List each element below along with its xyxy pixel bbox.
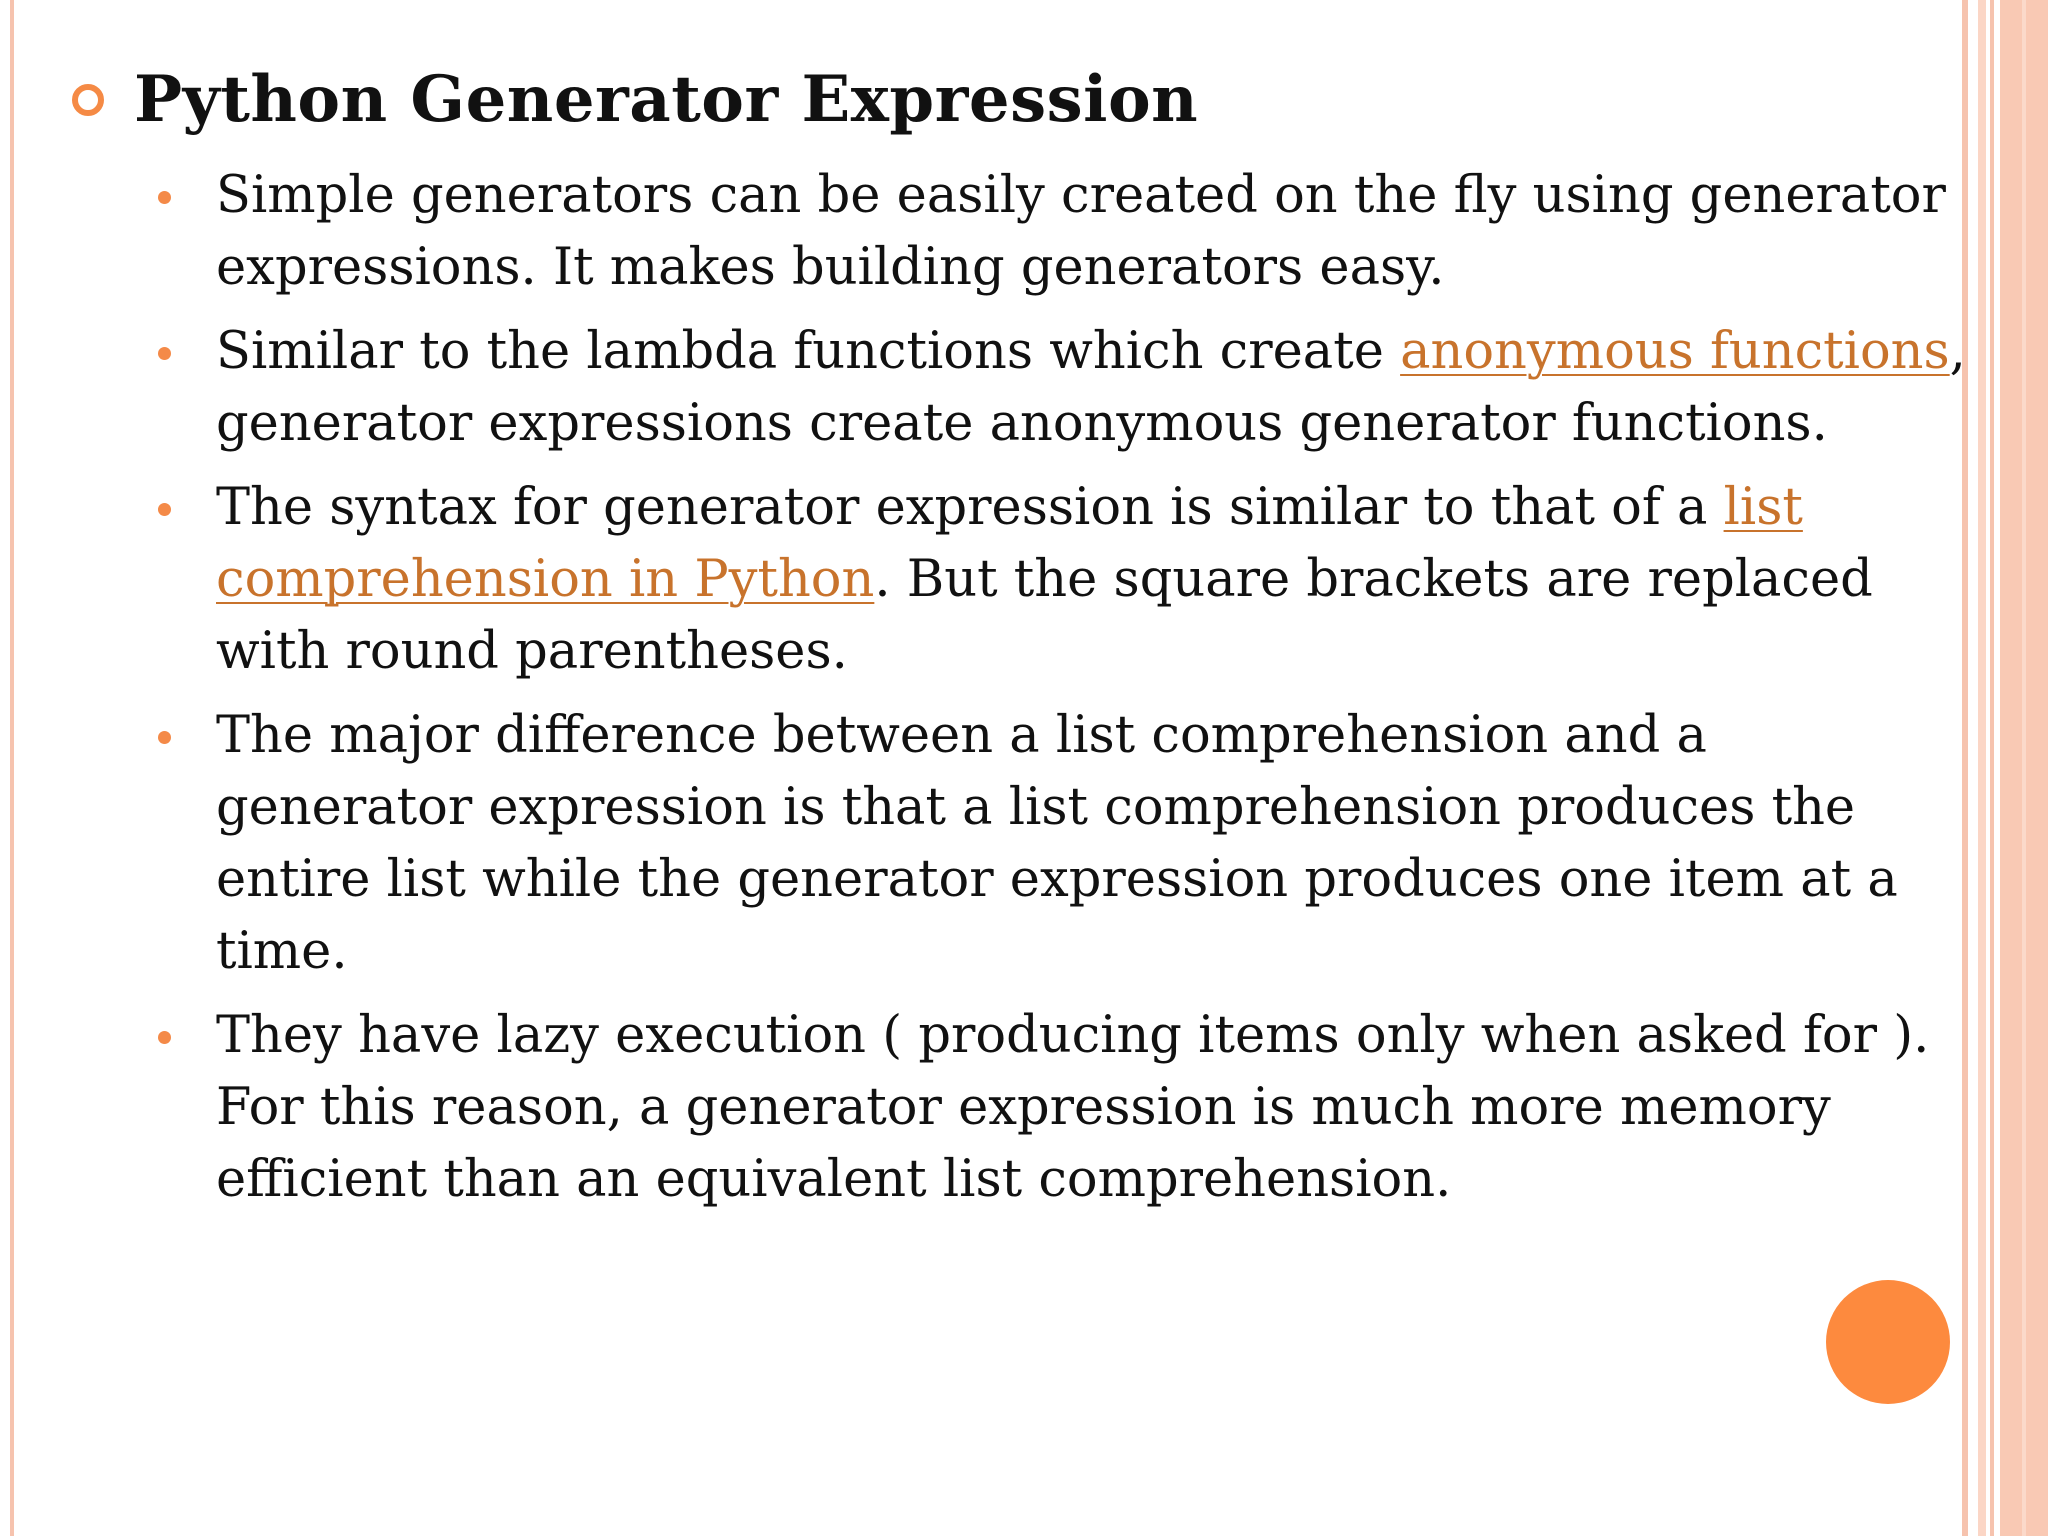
- title-row: [72, 62, 1198, 137]
- bullet-item: [156, 1000, 1976, 1216]
- bullet-item: [156, 160, 1976, 304]
- ring-bullet-icon: [72, 84, 104, 116]
- bullet-dot-icon: [158, 731, 171, 744]
- bullet-dot-icon: [158, 347, 171, 360]
- bullet-dot-icon: [158, 1031, 171, 1044]
- bullet-text: They have lazy execution ( producing items only when asked for ). For this reason, a generator expression is much more memory efficient than an equivalent list comprehension.: [216, 1006, 1930, 1209]
- bullet-text-post: . But the square brackets are replaced with round parentheses.: [216, 550, 1873, 681]
- right-border-stripe: [1978, 0, 1986, 1536]
- orange-circle-decoration: [1826, 1280, 1950, 1404]
- list-comprehension-link[interactable]: list comprehension in Python: [216, 478, 1803, 609]
- bullet-text: The major difference between a list comprehension and a generator expression is that a list comprehension produces the entire list while the generator expression produces one item at a time.: [216, 706, 1898, 981]
- right-border-stripe: [2022, 0, 2026, 1536]
- anonymous-functions-link[interactable]: anonymous functions: [1400, 322, 1950, 381]
- bullet-text-pre: The syntax for generator expression is similar to that of a: [216, 478, 1724, 537]
- bullet-text-pre: Similar to the lambda functions which create: [216, 322, 1401, 381]
- bullet-item: [156, 472, 1976, 688]
- left-border-line: [10, 0, 14, 1536]
- right-border-stripe: [1990, 0, 1994, 1536]
- slide-title: Python Generator Expression: [134, 62, 1199, 137]
- bullet-dot-icon: [158, 191, 171, 204]
- bullet-item: [156, 316, 1976, 460]
- bullet-item: [156, 700, 1976, 988]
- bullet-text-post: , generator expressions create anonymous generator functions.: [216, 322, 1966, 453]
- bullet-dot-icon: [158, 503, 171, 516]
- bullet-text: Simple generators can be easily created on the fly using generator expressions. It makes building generators easy.: [216, 166, 1946, 297]
- bullet-list: [156, 160, 1976, 1228]
